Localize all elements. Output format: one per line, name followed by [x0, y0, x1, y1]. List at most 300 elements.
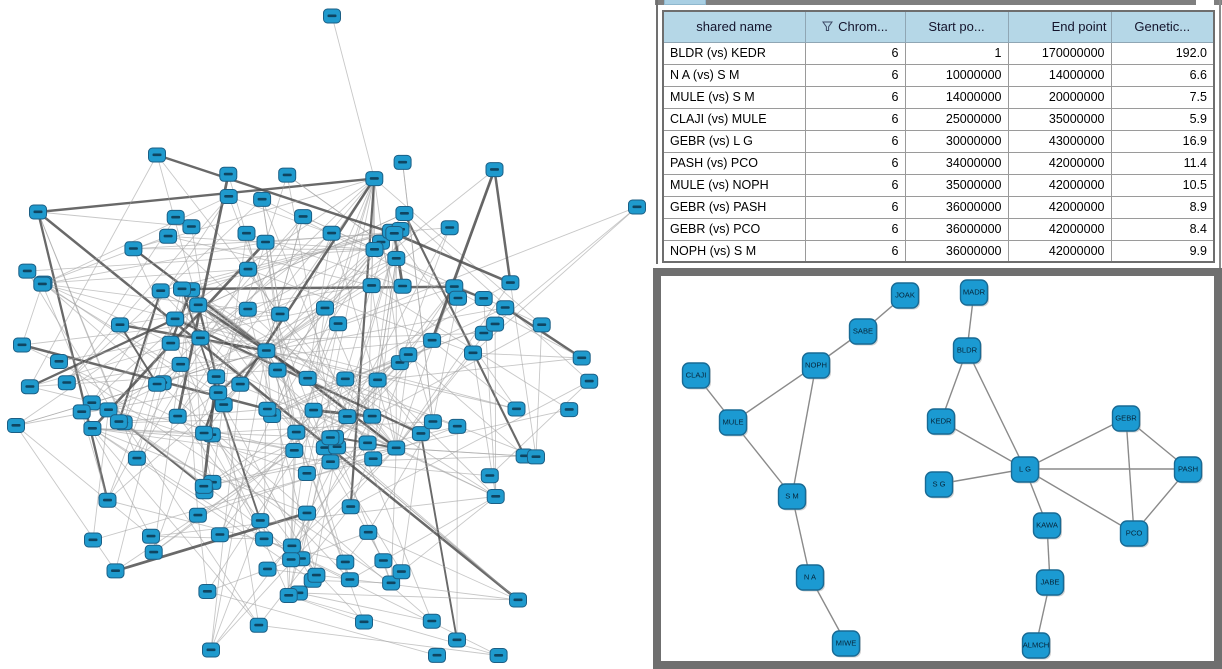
node-label-illegible — [114, 420, 123, 423]
node-label-illegible — [262, 349, 271, 352]
network-node[interactable] — [283, 539, 300, 553]
network-node[interactable] — [400, 348, 417, 362]
node-label-illegible — [345, 578, 354, 581]
network-edge-lg-gebr[interactable] — [1025, 418, 1126, 469]
column-header-end-point[interactable] — [1008, 11, 1111, 42]
network-node[interactable] — [363, 279, 380, 293]
node-label-illegible — [453, 639, 462, 642]
node-label-illegible — [433, 654, 442, 657]
node-label-illegible — [207, 649, 216, 652]
node-label-illegible — [88, 427, 97, 430]
network-node[interactable] — [339, 410, 356, 424]
network-edge — [22, 284, 42, 345]
node-label-illegible — [261, 241, 270, 244]
network-node-claji[interactable] — [683, 363, 712, 390]
node-label-illegible — [244, 268, 253, 271]
node-label-illegible — [450, 285, 459, 288]
network-node[interactable] — [258, 344, 275, 358]
node-label-illegible — [171, 318, 180, 321]
network-edge-noph-sm[interactable] — [792, 365, 816, 496]
network-node[interactable] — [259, 402, 276, 416]
network-edge — [473, 353, 582, 358]
network-node[interactable] — [30, 205, 47, 219]
network-edge — [198, 515, 208, 591]
network-node-mule[interactable] — [720, 410, 749, 437]
network-node-sabe[interactable] — [850, 319, 879, 346]
network-node[interactable] — [510, 593, 527, 607]
network-node[interactable] — [330, 317, 347, 331]
cell-shared-name: GEBR (vs) L G — [663, 130, 805, 152]
node-label-illegible — [62, 381, 71, 384]
node-label-illegible — [243, 308, 252, 311]
node-label-illegible — [156, 289, 165, 292]
node-label-illegible — [55, 360, 64, 363]
network-node-madr[interactable] — [961, 280, 990, 307]
network-node[interactable] — [429, 648, 446, 662]
network-node[interactable] — [366, 243, 383, 257]
network-node[interactable] — [299, 371, 316, 385]
network-node[interactable] — [286, 444, 303, 458]
network-node[interactable] — [394, 279, 411, 293]
network-node[interactable] — [561, 403, 578, 417]
network-node-kedr[interactable] — [928, 409, 957, 436]
panel-tab-fragment[interactable] — [664, 0, 706, 5]
network-node-lg[interactable] — [1012, 457, 1041, 484]
node-label-illegible — [334, 322, 343, 325]
network-node-kawa[interactable] — [1034, 513, 1063, 540]
funnel-icon — [822, 21, 833, 32]
network-edge — [495, 170, 511, 283]
node-label: L G — [1019, 464, 1031, 474]
network-edge — [338, 207, 637, 324]
node-label: S M — [785, 491, 799, 501]
network-node[interactable] — [259, 562, 276, 576]
network-node[interactable] — [272, 307, 289, 321]
network-edge — [536, 325, 542, 457]
cell-shared-name: MULE (vs) NOPH — [663, 174, 805, 196]
network-node[interactable] — [449, 419, 466, 433]
network-node[interactable] — [424, 333, 441, 347]
node-label: S G — [932, 479, 946, 489]
column-header-chrom-[interactable] — [805, 11, 905, 42]
network-edge-gebr-pco[interactable] — [1126, 418, 1134, 533]
network-node[interactable] — [85, 533, 102, 547]
network-node[interactable] — [174, 282, 191, 296]
network-node[interactable] — [629, 200, 646, 214]
network-node[interactable] — [279, 168, 296, 182]
column-header-genetic-[interactable] — [1111, 11, 1214, 42]
network-node[interactable] — [449, 633, 466, 647]
node-label-illegible — [104, 408, 113, 411]
network-node[interactable] — [280, 589, 297, 603]
network-node[interactable] — [487, 490, 504, 504]
cell-value: 9.9 — [1111, 240, 1214, 262]
node-label-illegible — [87, 401, 96, 404]
network-node[interactable] — [324, 9, 341, 23]
cell-value: 6 — [805, 108, 905, 130]
cell-value: 6 — [805, 86, 905, 108]
table-row[interactable] — [663, 196, 1214, 218]
network-node[interactable] — [581, 374, 598, 388]
cell-value: 10.5 — [1111, 174, 1214, 196]
network-node[interactable] — [143, 529, 160, 543]
network-node[interactable] — [322, 431, 339, 445]
node-label-illegible — [147, 535, 156, 538]
node-label-illegible — [485, 474, 494, 477]
node-label-illegible — [212, 375, 221, 378]
node-label-illegible — [469, 352, 478, 355]
network-node[interactable] — [239, 302, 256, 316]
network-node[interactable] — [288, 425, 305, 439]
network-node[interactable] — [305, 403, 322, 417]
network-node[interactable] — [160, 229, 177, 243]
network-node-pco[interactable] — [1121, 521, 1150, 548]
node-label-illegible — [214, 391, 223, 394]
table-row[interactable] — [663, 174, 1214, 196]
node-label: PCO — [1125, 528, 1143, 538]
network-node[interactable] — [73, 405, 90, 419]
node-label: JABE — [1040, 577, 1060, 587]
node-label-illegible — [404, 353, 413, 356]
network-node[interactable] — [396, 207, 413, 221]
node-label-illegible — [514, 599, 523, 602]
node-label-illegible — [333, 445, 342, 448]
node-label: SABE — [852, 326, 874, 336]
cell-value: 36000000 — [905, 218, 1008, 240]
cell-value: 6 — [805, 42, 905, 64]
network-node[interactable] — [21, 380, 38, 394]
node-label-illegible — [326, 436, 335, 439]
table-row[interactable] — [663, 218, 1214, 240]
network-node[interactable] — [481, 469, 498, 483]
node-label-illegible — [290, 449, 299, 452]
cell-shared-name: GEBR (vs) PASH — [663, 196, 805, 218]
node-label-illegible — [397, 570, 406, 573]
column-header-label: Start po... — [928, 19, 985, 35]
network-edge — [505, 308, 582, 358]
cell-value: 7.5 — [1111, 86, 1214, 108]
network-node[interactable] — [125, 242, 142, 256]
cell-value: 11.4 — [1111, 152, 1214, 174]
node-label: PASH — [1177, 464, 1199, 474]
network-node[interactable] — [465, 346, 482, 360]
table-panel-right-edge — [1219, 0, 1221, 270]
network-edge — [207, 592, 437, 656]
network-node[interactable] — [84, 422, 101, 436]
network-node[interactable] — [388, 441, 405, 455]
node-label-illegible — [491, 495, 500, 498]
network-node[interactable] — [450, 291, 467, 305]
network-node-miwe[interactable] — [833, 631, 862, 658]
network-node[interactable] — [112, 318, 129, 332]
node-label-illegible — [193, 514, 202, 517]
network-node[interactable] — [317, 301, 334, 315]
node-label-illegible — [299, 215, 308, 218]
node-label-illegible — [292, 431, 301, 434]
network-node[interactable] — [145, 545, 162, 559]
node-label-illegible — [287, 558, 296, 561]
cell-shared-name: N A (vs) S M — [663, 64, 805, 86]
network-node[interactable] — [58, 376, 75, 390]
node-label: JOAK — [895, 290, 915, 300]
network-node-noph[interactable] — [803, 353, 832, 380]
node-label: KEDR — [930, 416, 952, 426]
cell-shared-name: NOPH (vs) S M — [663, 240, 805, 262]
network-node[interactable] — [252, 514, 269, 528]
network-node[interactable] — [220, 167, 237, 181]
network-node[interactable] — [360, 525, 377, 539]
node-label-illegible — [328, 15, 337, 18]
network-node[interactable] — [220, 190, 237, 204]
node-label-illegible — [164, 235, 173, 238]
network-node[interactable] — [189, 508, 206, 522]
cell-value: 6 — [805, 152, 905, 174]
network-node[interactable] — [341, 573, 358, 587]
network-node-pash[interactable] — [1175, 457, 1204, 484]
node-label-illegible — [320, 446, 329, 449]
network-node[interactable] — [487, 317, 504, 331]
column-header-label: Genetic... — [1134, 19, 1191, 35]
table-row[interactable] — [663, 108, 1214, 130]
node-label-illegible — [171, 216, 180, 219]
network-node[interactable] — [342, 500, 359, 514]
network-node[interactable] — [14, 338, 31, 352]
node-label-illegible — [341, 378, 350, 381]
network-edge — [421, 434, 457, 640]
network-node[interactable] — [172, 357, 189, 371]
cell-value: 14000000 — [905, 86, 1008, 108]
node-label-illegible — [224, 173, 233, 176]
node-label-illegible — [585, 380, 594, 383]
node-label: MADR — [962, 287, 986, 297]
node-label-illegible — [428, 420, 437, 423]
table-row[interactable] — [663, 130, 1214, 152]
cell-value: 16.9 — [1111, 130, 1214, 152]
node-label-illegible — [303, 377, 312, 380]
network-node[interactable] — [162, 336, 179, 350]
network-node[interactable] — [107, 564, 124, 578]
network-node[interactable] — [369, 373, 386, 387]
node-label-illegible — [398, 161, 407, 164]
network-edge-bldr-lg[interactable] — [967, 350, 1025, 469]
cell-value: 34000000 — [905, 152, 1008, 174]
node-label-illegible — [196, 337, 205, 340]
cell-value: 10000000 — [905, 64, 1008, 86]
network-node-sg[interactable] — [926, 472, 955, 499]
network-node[interactable] — [497, 301, 514, 315]
node-label-illegible — [369, 457, 378, 460]
network-node[interactable] — [486, 163, 503, 177]
node-label-illegible — [445, 226, 454, 229]
network-node-sm[interactable] — [779, 484, 808, 511]
network-node-gebr[interactable] — [1113, 406, 1142, 433]
table-row[interactable] — [663, 240, 1214, 262]
network-node[interactable] — [110, 415, 127, 429]
network-edge — [401, 434, 421, 572]
node-label-illegible — [203, 590, 212, 593]
node-label-illegible — [276, 313, 285, 316]
node-label-illegible — [501, 306, 510, 309]
network-node[interactable] — [34, 277, 51, 291]
node-label-illegible — [506, 281, 515, 284]
node-label-illegible — [494, 654, 503, 657]
node-label-illegible — [23, 270, 32, 273]
node-label-illegible — [111, 569, 120, 572]
network-node[interactable] — [19, 264, 36, 278]
node-label-illegible — [34, 211, 43, 214]
node-label: MIWE — [835, 638, 857, 648]
network-node[interactable] — [183, 220, 200, 234]
node-label-illegible — [453, 425, 462, 428]
network-node[interactable] — [508, 402, 525, 416]
network-node[interactable] — [502, 276, 519, 290]
network-node[interactable] — [359, 436, 376, 450]
cell-value: 6 — [805, 64, 905, 86]
cell-value: 8.4 — [1111, 218, 1214, 240]
network-node[interactable] — [199, 585, 216, 599]
cell-value: 42000000 — [1008, 174, 1111, 196]
network-node[interactable] — [323, 226, 340, 240]
table-row[interactable] — [663, 152, 1214, 174]
node-label-illegible — [256, 519, 265, 522]
network-node[interactable] — [337, 372, 354, 386]
cell-value: 5.9 — [1111, 108, 1214, 130]
node-label-illegible — [38, 283, 47, 286]
network-node[interactable] — [490, 649, 507, 663]
network-node[interactable] — [149, 148, 166, 162]
network-node-bldr[interactable] — [954, 338, 983, 365]
network-node[interactable] — [192, 331, 209, 345]
column-header-shared-name[interactable] — [663, 11, 805, 42]
node-label-illegible — [283, 174, 292, 177]
node-label-illegible — [577, 357, 586, 360]
cell-shared-name: BLDR (vs) KEDR — [663, 42, 805, 64]
network-node[interactable] — [232, 377, 249, 391]
network-node[interactable] — [256, 532, 273, 546]
network-node[interactable] — [364, 409, 381, 423]
cell-value: 1 — [905, 42, 1008, 64]
network-node[interactable] — [240, 262, 257, 276]
network-node[interactable] — [393, 565, 410, 579]
network-node[interactable] — [573, 351, 590, 365]
network-node[interactable] — [528, 450, 545, 464]
node-label-illegible — [236, 383, 245, 386]
network-edge — [495, 207, 637, 324]
network-node-jabe[interactable] — [1037, 570, 1066, 597]
network-node[interactable] — [423, 614, 440, 628]
node-label-illegible — [200, 432, 209, 435]
network-node[interactable] — [475, 292, 492, 306]
node-label-illegible — [326, 460, 335, 463]
table-row[interactable] — [663, 42, 1214, 64]
cell-value: 8.9 — [1111, 196, 1214, 218]
network-node[interactable] — [195, 479, 212, 493]
network-node[interactable] — [356, 615, 373, 629]
network-node[interactable] — [295, 210, 312, 224]
network-node[interactable] — [424, 415, 441, 429]
network-node[interactable] — [337, 555, 354, 569]
network-edge — [30, 387, 294, 451]
node-label-illegible — [309, 409, 318, 412]
network-node[interactable] — [190, 298, 207, 312]
network-node[interactable] — [152, 284, 169, 298]
table-row[interactable] — [663, 86, 1214, 108]
node-label-illegible — [633, 206, 642, 209]
node-label-illegible — [379, 559, 388, 562]
network-node[interactable] — [99, 493, 116, 507]
network-node[interactable] — [238, 226, 255, 240]
network-node[interactable] — [388, 252, 405, 266]
node-label-illegible — [129, 247, 138, 250]
small-network-panel — [653, 268, 1222, 669]
network-node[interactable] — [322, 455, 339, 469]
cell-value: 43000000 — [1008, 130, 1111, 152]
network-node[interactable] — [169, 409, 186, 423]
network-node[interactable] — [211, 528, 228, 542]
network-node[interactable] — [254, 192, 271, 206]
network-node[interactable] — [298, 467, 315, 481]
node-label-illegible — [312, 574, 321, 577]
network-node[interactable] — [366, 172, 383, 186]
network-node[interactable] — [51, 355, 68, 369]
network-node[interactable] — [441, 221, 458, 235]
network-edge — [332, 16, 374, 179]
network-node[interactable] — [375, 554, 392, 568]
cell-value: 25000000 — [905, 108, 1008, 130]
network-edge — [133, 249, 374, 250]
network-node[interactable] — [210, 386, 227, 400]
network-node[interactable] — [208, 370, 225, 384]
cell-shared-name: GEBR (vs) PCO — [663, 218, 805, 240]
network-node[interactable] — [167, 312, 184, 326]
network-node[interactable] — [149, 377, 166, 391]
node-label-illegible — [215, 533, 224, 536]
small-network-canvas[interactable] — [661, 276, 1214, 661]
network-node[interactable] — [533, 318, 550, 332]
table-row[interactable] — [663, 64, 1214, 86]
network-node[interactable] — [203, 643, 220, 657]
network-node[interactable] — [386, 227, 403, 241]
attribute-table-panel — [662, 10, 1213, 263]
node-label-illegible — [392, 447, 401, 450]
network-node[interactable] — [128, 451, 145, 465]
network-node[interactable] — [308, 568, 325, 582]
network-node[interactable] — [196, 426, 213, 440]
network-node[interactable] — [257, 235, 274, 249]
column-header-start-po-[interactable] — [905, 11, 1008, 42]
node-label-illegible — [166, 342, 175, 345]
network-node[interactable] — [283, 553, 300, 567]
node-label-illegible — [368, 415, 377, 418]
node-label-illegible — [263, 408, 272, 411]
node-label-illegible — [25, 385, 34, 388]
node-label: ALMCH — [1022, 640, 1050, 650]
node-label-illegible — [367, 284, 376, 287]
network-node[interactable] — [167, 210, 184, 224]
network-node-na[interactable] — [797, 565, 826, 592]
node-label-illegible — [491, 323, 500, 326]
network-node[interactable] — [299, 506, 316, 520]
network-node[interactable] — [394, 155, 411, 169]
network-edge — [432, 170, 494, 341]
node-label-illegible — [370, 248, 379, 251]
network-node-almch[interactable] — [1023, 633, 1052, 660]
network-node[interactable] — [365, 452, 382, 466]
network-node[interactable] — [269, 363, 286, 377]
network-node[interactable] — [250, 618, 267, 632]
network-node[interactable] — [8, 419, 25, 433]
network-node-joak[interactable] — [892, 283, 921, 310]
